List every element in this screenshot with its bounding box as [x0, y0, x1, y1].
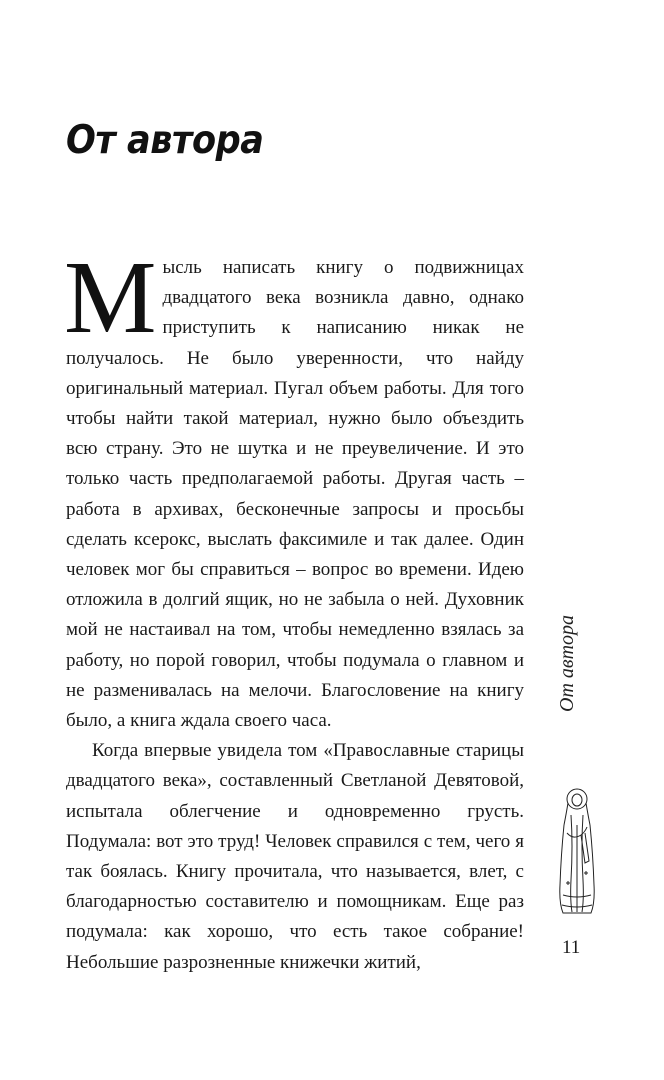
body-text [64, 240, 524, 978]
drop-cap: М [64, 240, 157, 355]
paragraph-2: Когда впервые увидела том «Православные старицы двадцатого века», составленный Светланой Девятовой, испытала облегчение и одновременно грусть. Подумала: вот это труд! Человек справился с тем, чего я так боялась. Книгу прочитала, что называется, влет, с благодарностью составителю и помощникам. Еще раз подумала: как хорошо, что есть такое собрание! Небольшие разрозненные книжечки житий, [66, 740, 524, 973]
paragraph-1-text: ысль написать книгу о подвижницах двадцатого века возникла давно, однако приступить к написанию никак не получалось. Не было уверенности, что найду оригинальный материал. Пугал объем работы. Для того чтобы найти такой материал, нужно было объездить всю страну. Это не шутка и не преувеличение. И это только часть предполагаемой работы. Другая часть – работа в архивах, бесконечные запросы и просьбы сделать ксерокс, выслать факсимиле и так далее. Один человек мог бы справиться – вопрос во времени. Идею отложила в долгий ящик, но не забыла о ней. Духовник мой не настаивал на том, чтобы немедленно взялась за работу, но порой говорил, чтобы подумала о главном и не разменивалась на мелочи. Благословение на книгу было, а книга ждала своего часа. [66, 257, 524, 732]
chapter-heading: От автора [66, 118, 264, 163]
page-number: 11 [562, 937, 581, 958]
saint-figure-icon [551, 785, 603, 917]
paragraph-1 [64, 240, 524, 736]
running-head: От автора [556, 614, 578, 712]
